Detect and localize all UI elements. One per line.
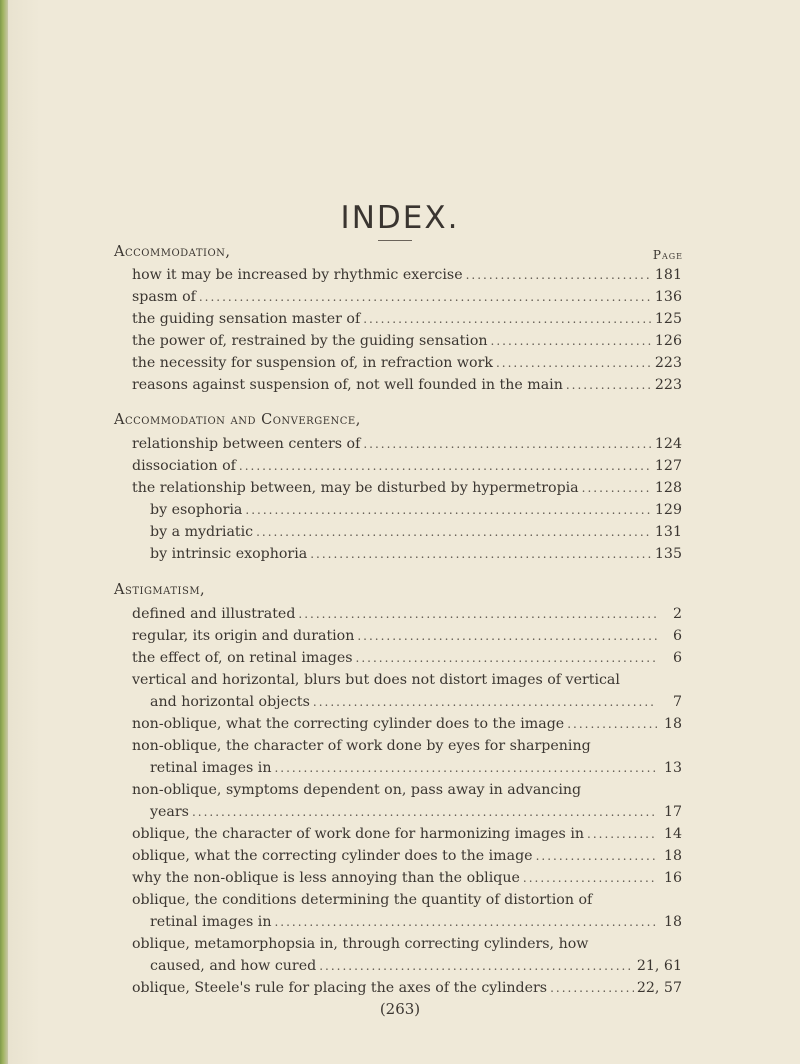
entry-page: 14 [663,826,682,842]
book-spine-edge [0,0,8,1064]
entry-page: 181 [654,267,682,283]
entry-page: 223 [654,377,682,393]
leader-dots [310,547,652,561]
index-entry [132,716,682,735]
index-entry [132,289,682,308]
leader-dots [319,959,634,973]
entry-page: 128 [654,480,682,496]
entry-text: by intrinsic exophoria [150,546,308,562]
entry-text: why the non-oblique is less annoying than the oblique [132,870,520,886]
index-entry [132,628,682,647]
section-heading-text: Accommodation, [114,244,231,260]
entry-text: how it may be increased by rhythmic exercise [132,267,463,283]
section-heading [114,412,361,428]
entry-text: oblique, what the correcting cylinder does to the image [132,848,533,864]
entry-text: the necessity for suspension of, in refraction work [132,355,493,371]
index-entry [132,480,682,499]
leader-dots [199,290,652,304]
leader-dots [496,356,652,370]
index-subentry [150,760,682,779]
entry-page: 18 [663,848,682,864]
index-entry [132,458,682,477]
page-column-label: Page [652,248,683,262]
section-heading [114,244,231,260]
entry-text: the effect of, on retinal images [132,650,353,666]
page-title: INDEX. [340,200,460,236]
entry-text: caused, and how cured [150,958,317,974]
entry-text-line: oblique, metamorphopsia in, through correcting cylinders, how [132,936,589,952]
entry-text: oblique, the character of work done for harmonizing images in [132,826,585,842]
entry-page: 129 [654,502,682,518]
entry-page: 13 [663,760,682,776]
entry-text-line: non-oblique, the character of work done by eyes for sharpening [132,738,591,754]
entry-text: regular, its origin and duration [132,628,355,644]
leader-dots [363,312,652,326]
index-subentry [150,502,682,521]
entry-text: relationship between centers of [132,436,361,452]
entry-text: retinal images in [150,760,272,776]
leader-dots [550,981,634,995]
leader-dots [466,268,652,282]
leader-dots [587,827,657,841]
entry-page: 18 [663,914,682,930]
entry-text: non-oblique, what the correcting cylinder does to the image [132,716,565,732]
entry-text: and horizontal objects [150,694,310,710]
index-subentry [150,524,682,543]
entry-text-line: vertical and horizontal, blurs but does not distort images of vertical [132,672,620,688]
entry-text: reasons against suspension of, not well founded in the main [132,377,563,393]
index-entry [132,355,682,374]
leader-dots [567,717,657,731]
index-entry [132,267,682,286]
leader-dots [192,805,657,819]
entry-page: 124 [654,436,682,452]
index-entry [132,826,682,845]
index-entry [132,870,682,889]
entry-text-line: non-oblique, symptoms dependent on, pass away in advancing [132,782,582,798]
page-number: (263) [379,1000,421,1018]
index-entry [132,606,682,625]
leader-dots [582,481,652,495]
index-subentry [150,914,682,933]
entry-page: 6 [672,628,682,644]
entry-page: 22, 57 [636,980,682,996]
index-entry [132,980,682,999]
leader-dots [239,459,652,473]
entry-page: 2 [672,606,682,622]
leader-dots [491,334,652,348]
leader-dots [274,915,657,929]
entry-page: 136 [654,289,682,305]
index-entry [132,311,682,330]
entry-page: 18 [663,716,682,732]
entry-text: years [150,804,189,820]
leader-dots [536,849,657,863]
index-entry [132,377,682,396]
entry-page: 131 [654,524,682,540]
entry-page: 223 [654,355,682,371]
index-subentry [150,958,682,977]
index-subentry [150,804,682,823]
leader-dots [313,695,657,709]
title-rule [378,240,412,241]
entry-text: spasm of [132,289,196,305]
entry-page: 16 [663,870,682,886]
entry-page: 127 [654,458,682,474]
entry-text: oblique, Steele's rule for placing the axes of the cylinders [132,980,548,996]
leader-dots [523,871,657,885]
entry-page: 135 [654,546,682,562]
index-subentry [150,694,682,713]
entry-text: by esophoria [150,502,243,518]
index-subentry [150,546,682,565]
index-entry [132,333,682,352]
entry-text: retinal images in [150,914,272,930]
entry-text: defined and illustrated [132,606,296,622]
entry-text: the guiding sensation master of [132,311,361,327]
entry-text-line: oblique, the conditions determining the quantity of distortion of [132,892,593,908]
section-heading-text: Accommodation and Convergence, [114,412,361,428]
leader-dots [357,629,657,643]
leader-dots [256,525,652,539]
entry-text: dissociation of [132,458,236,474]
section-heading [114,582,205,598]
entry-text: the power of, restrained by the guiding sensation [132,333,488,349]
leader-dots [356,651,657,665]
section-heading-text: Astigmatism, [114,582,206,598]
leader-dots [274,761,657,775]
index-entry [132,436,682,455]
entry-page: 6 [672,650,682,666]
leader-dots [363,437,652,451]
leader-dots [245,503,652,517]
index-entry [132,848,682,867]
leader-dots [298,607,657,621]
entry-page: 125 [654,311,682,327]
entry-page: 21, 61 [636,958,682,974]
entry-page: 126 [654,333,682,349]
entry-page: 17 [663,804,682,820]
entry-text: by a mydriatic [150,524,254,540]
entry-text: the relationship between, may be disturbed by hypermetropia [132,480,579,496]
index-entry [132,650,682,669]
entry-page: 7 [672,694,682,710]
leader-dots [566,378,652,392]
